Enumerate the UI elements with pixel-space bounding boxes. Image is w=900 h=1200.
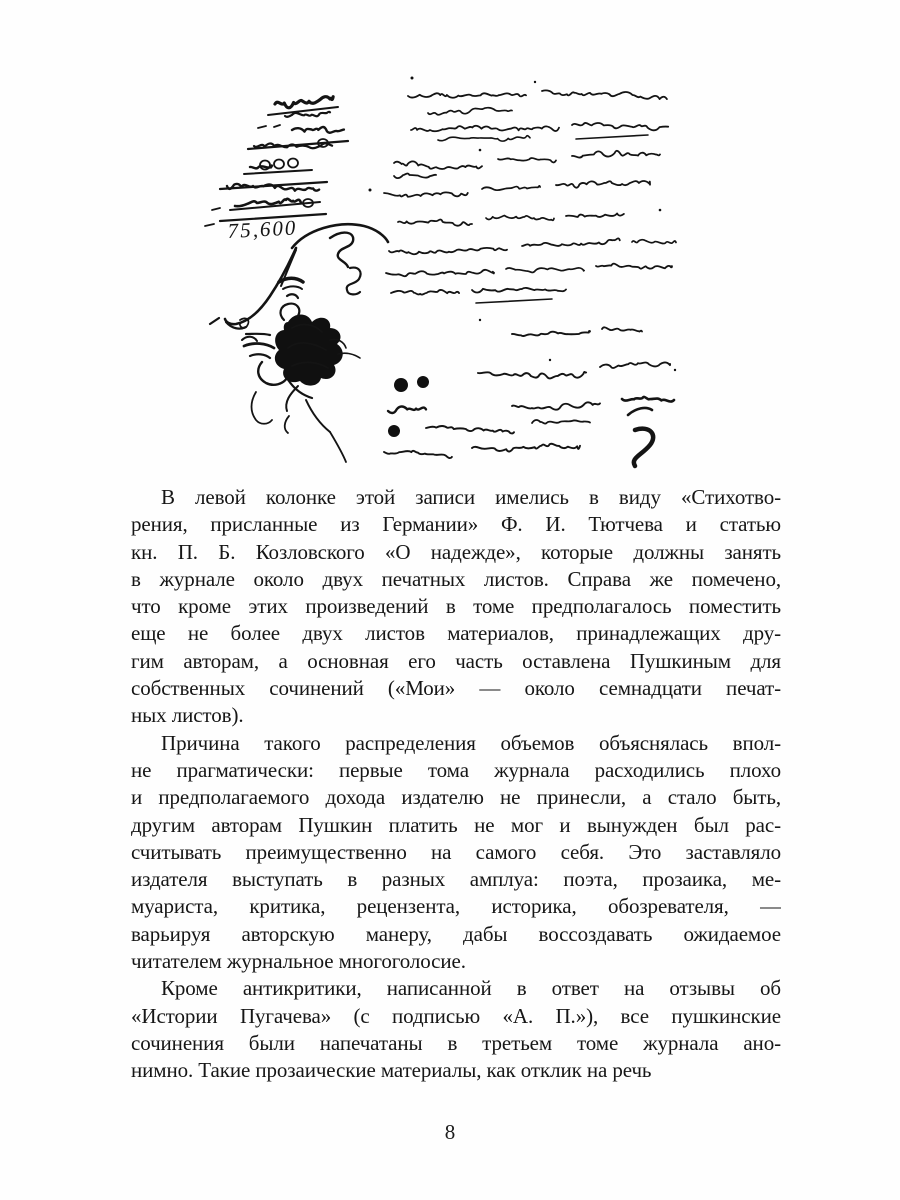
paragraph: [131, 975, 781, 1084]
text-line: муариста, критика, рецензента, историка, обозревателя, —: [131, 894, 781, 919]
sketch-stroke: [478, 372, 586, 378]
text-line: В левой колонке этой записи имелись в виду «Стихотво-: [161, 485, 781, 509]
sketch-handwriting-lines: [369, 77, 677, 467]
sketch-stroke: [472, 444, 580, 452]
sketch-stroke: [482, 186, 540, 190]
sketch-stroke: [634, 429, 653, 466]
text-line: «Истории Пугачева» (с подписью «А. П.»), все пушкинские: [131, 1003, 781, 1028]
ink-blot: [674, 369, 676, 371]
ink-blot: [388, 425, 400, 437]
sketch-stroke: [566, 213, 624, 217]
sketch-stroke: [532, 420, 590, 424]
text-line: нимно. Такие прозаические материалы, как отклик на речь: [131, 1058, 652, 1083]
paragraph: [131, 730, 781, 976]
ink-blot: [549, 359, 551, 361]
sketch-numbers-column: [205, 97, 348, 243]
sketch-sum-value: 75,600: [227, 215, 298, 243]
ink-blot: [411, 77, 414, 80]
sketch-stroke: [384, 451, 452, 458]
ink-blot: [417, 376, 429, 388]
sketch-stroke: [576, 135, 648, 139]
sketch-stroke: [572, 151, 660, 158]
text-line: что кроме этих произведений в томе предполагалось поместить: [131, 594, 781, 619]
text-line: издателя выступать в разных амплуа: поэта, прозаика, ме-: [131, 867, 781, 892]
sketch-stroke: [268, 107, 338, 115]
text-line: сочинения были напечатаны в третьем томе журнала ано-: [131, 1030, 781, 1055]
sketch-loop: [274, 160, 284, 169]
sketch-stroke: [602, 327, 642, 331]
text-line: не прагматически: первые тома журнала расходились плохо: [131, 757, 781, 782]
sketch-stroke: [512, 331, 590, 336]
text-line: ных листов).: [131, 703, 244, 728]
sketch-stroke: [522, 238, 620, 246]
sketch-stroke: [428, 108, 512, 115]
text-line: Причина такого распределения объемов объяснялась впол-: [161, 730, 781, 755]
text-line: считывать преимущественно на самого себя. Это заставляло: [131, 839, 781, 864]
sketch-stroke: [394, 161, 482, 169]
sketch-stroke: [542, 90, 667, 99]
sketch-stroke: [386, 270, 494, 276]
sketch-stroke: [408, 93, 526, 97]
sketch-stroke: [274, 125, 280, 127]
ink-blot: [394, 378, 408, 392]
text-line: Кроме антикритики, написанной в ответ на отзывы об: [161, 976, 781, 1001]
text-line: читателем журнальное многоголосие.: [131, 949, 466, 974]
sketch-stroke: [486, 216, 554, 221]
sketch-stroke: [388, 406, 426, 413]
ink-blot: [534, 81, 536, 83]
sketch-stroke: [205, 224, 214, 226]
sketch-stroke: [275, 97, 333, 108]
sketch-stroke: [411, 126, 559, 131]
sketch-stroke: [622, 397, 674, 402]
sketch-stroke: [384, 192, 468, 196]
sketch-stroke: [391, 290, 459, 295]
sketch-stroke: [632, 240, 676, 244]
sketch-loop: [260, 161, 270, 170]
sketch-stroke: [506, 268, 584, 273]
sketch-stroke: [572, 123, 668, 130]
sketch-stroke: [426, 426, 514, 433]
sketch-stroke: [596, 264, 672, 269]
text-line: варьируя авторскую манеру, дабы воссоздавать ожидаемое: [131, 921, 781, 946]
sketch-stroke: [389, 248, 507, 254]
sketch-stroke: [512, 402, 600, 409]
sketch-stroke: [258, 126, 266, 128]
sketch-stroke: [498, 158, 556, 162]
text-line: и предполагаемого дохода издателю не принесли, а стало быть,: [131, 785, 781, 810]
ink-blot: [479, 149, 482, 152]
manuscript-sketch: [180, 70, 692, 480]
ink-blot: [659, 209, 662, 212]
sketch-stroke: [628, 408, 652, 415]
sketch-stroke: [244, 170, 312, 174]
paragraph: [131, 484, 781, 730]
text-line: еще не более двух листов материалов, принадлежащих дру-: [131, 621, 781, 646]
sketch-stroke: [292, 127, 344, 133]
page-number: 8: [444, 1120, 456, 1144]
text-line: в журнале около двух печатных листов. Справа же помечено,: [131, 566, 781, 591]
text-line: собственных сочинений («Мои» — около семнадцати печат-: [131, 676, 781, 701]
manuscript-figure: [180, 70, 692, 480]
sketch-loop: [288, 159, 298, 168]
text-block: [131, 484, 781, 1085]
text-line: рения, присланные из Германии» Ф. И. Тютчева и статью: [131, 512, 781, 537]
text-line: другим авторам Пушкин платить не мог и вынужден был рас-: [131, 812, 781, 837]
ink-blot: [479, 319, 481, 321]
ink-blot: [369, 189, 372, 192]
sketch-stroke: [398, 220, 472, 226]
sketch-stroke: [600, 362, 670, 368]
sketch-stroke: [472, 288, 566, 293]
sketch-stroke: [556, 181, 650, 188]
sketch-stroke: [394, 174, 436, 179]
pushkin-profile-sketch: [210, 224, 388, 462]
sketch-stroke: [476, 299, 552, 303]
sketch-stroke: [438, 136, 530, 141]
text-line: кн. П. Б. Козловского «О надежде», которые должны занять: [131, 539, 781, 564]
sketch-stroke: [212, 208, 220, 210]
text-line: гим авторам, а основная его часть оставлена Пушкиным для: [131, 648, 781, 673]
